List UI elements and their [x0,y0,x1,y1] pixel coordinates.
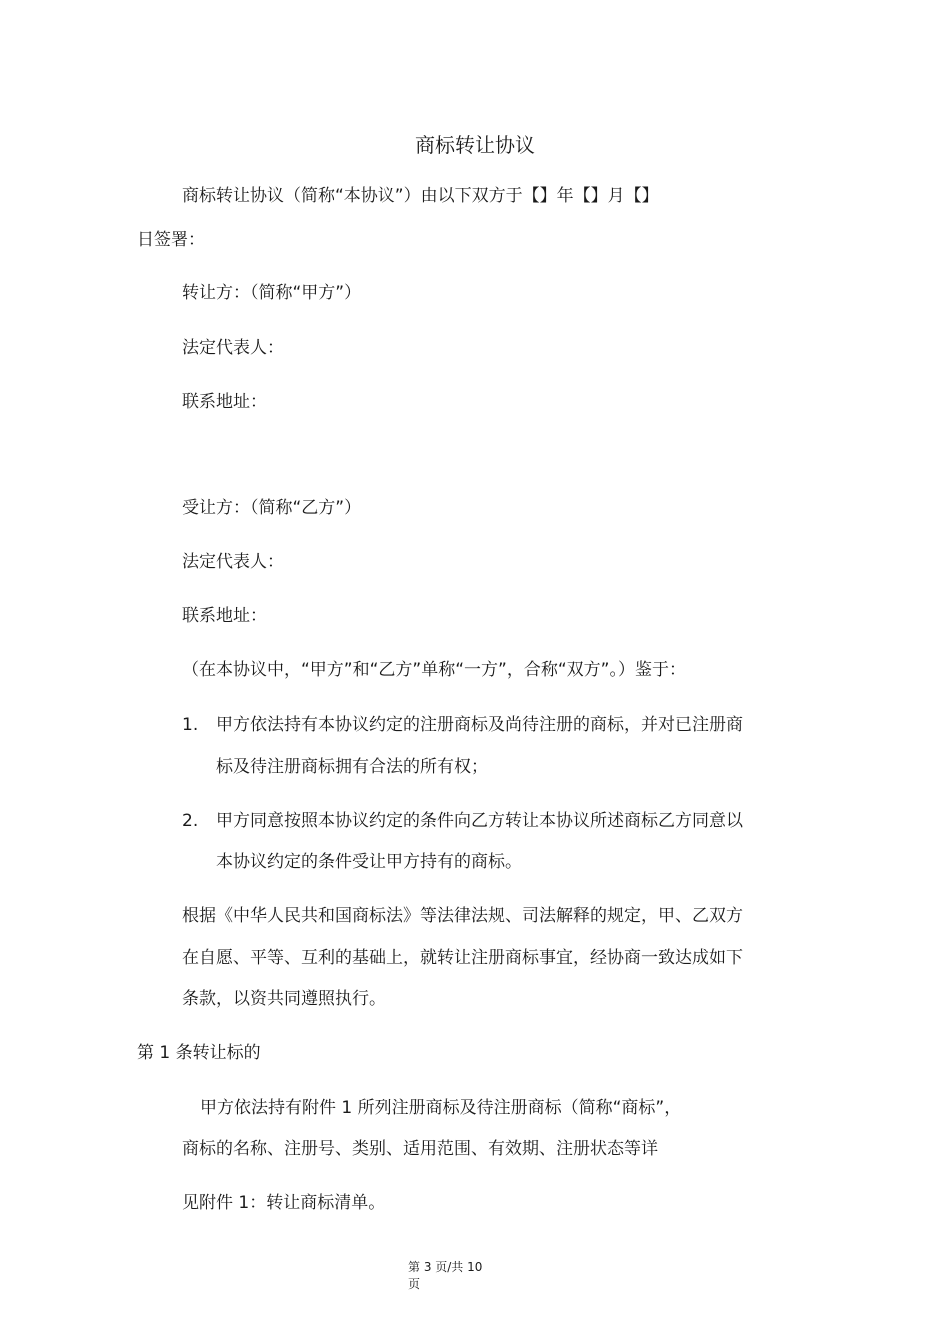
recital-2-number: 2. [182,811,199,831]
party-b-representative: 法定代表人： [182,552,284,572]
intro-line-2: 日签署： [137,230,205,250]
party-a-heading: 转让方：（简称“甲方”） [182,283,362,303]
basis-line-2: 在自愿、平等、互利的基础上，就转让注册商标事宜，经协商一致达成如下 [182,948,743,968]
party-b-address: 联系地址： [182,606,267,626]
recital-1-line-2: 标及待注册商标拥有合法的所有权； [216,757,488,777]
article-1-line-1: 甲方依法持有附件 1 所列注册商标及待注册商标（简称“商标”， [200,1098,682,1118]
article-1-line-2: 商标的名称、注册号、类别、适用范围、有效期、注册状态等详 [182,1139,658,1159]
recital-1-line-1: 甲方依法持有本协议约定的注册商标及尚待注册的商标，并对已注册商 [216,715,743,735]
recital-2-line-2: 本协议约定的条件受让甲方持有的商标。 [216,852,522,872]
article-1-line-3: 见附件 1：转让商标清单。 [182,1193,386,1213]
basis-line-1: 根据《中华人民共和国商标法》等法律法规、司法解释的规定，甲、乙双方 [182,906,743,926]
party-a-representative: 法定代表人： [182,338,284,358]
intro-line-1: 商标转让协议（简称“本协议”）由以下双方于【】年【】月【】 [182,186,659,206]
basis-line-3: 条款，以资共同遵照执行。 [182,989,386,1009]
party-b-heading: 受让方：（简称“乙方”） [182,498,362,518]
article-1-heading: 第 1 条转让标的 [137,1043,261,1063]
whereas-line: （在本协议中，“甲方”和“乙方”单称“一方”，合称“双方”。）鉴于： [182,660,686,680]
recital-1-number: 1. [182,715,199,735]
document-title: 商标转让协议 [415,133,535,157]
page-number-line-2: 页 [408,1277,421,1291]
page-number-line-1: 第 3 页/共 10 [408,1260,483,1274]
party-a-address: 联系地址： [182,392,267,412]
recital-2-line-1: 甲方同意按照本协议约定的条件向乙方转让本协议所述商标乙方同意以 [216,811,743,831]
page-number-footer [408,1259,498,1293]
